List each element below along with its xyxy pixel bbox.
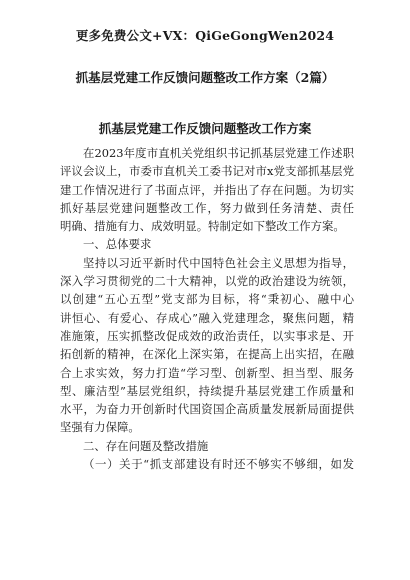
paragraph-line: 拓创新的精神，在深化上深实第，在提高上出实招，在融 [60, 347, 354, 362]
watermark-text: 更多免费公文+VX：QiGeGongWen2024 [75, 28, 335, 43]
paragraph-line: 合上求实效，努力打造“学习型、创新型、担当型、服务 [60, 365, 354, 380]
section-heading: 二、存在问题及整改措施 [83, 438, 209, 453]
paragraph-line: 抓好基层党建问题整改工作，努力做到任务清楚、责任 [60, 200, 354, 215]
paragraph-line: 坚持以习近平新时代中国特色社会主义思想为指导， [83, 255, 354, 270]
paragraph-line: （一）关于“抓支部建设有时还不够实不够细，如发 [83, 457, 354, 472]
paragraph-line: 建工作情况进行了书面点评，并指出了存在问题。为切实 [60, 182, 354, 197]
paragraph-line: 明确、措施有力、成效明显。特制定如下整改工作方案。 [60, 219, 345, 234]
paragraph-line: 水平，为奋力开创新时代国资国企高质量发展新局面提供 [60, 402, 354, 417]
paragraph-line: 在2023年度市直机关党组织书记抓基层党建工作述职 [83, 146, 354, 160]
paragraph-line: 型、廉洁型”基层党组织，持续提升基层党建工作质量和 [60, 383, 354, 398]
paragraph-line: 准施策，压实抓整改促成效的政治责任，以实事求是、开 [60, 328, 354, 343]
paragraph-line: 以创建“五心五型”党支部为目标，将“秉初心、融中心 [60, 292, 354, 307]
section-heading: 一、总体要求 [83, 237, 152, 252]
paragraph-line: 坚强有力保障。 [60, 420, 140, 435]
document-title: 抓基层党建工作反馈问题整改工作方案（2篇） [75, 70, 335, 85]
section-title: 抓基层党建工作反馈问题整改工作方案 [98, 121, 312, 136]
paragraph-line: 评议会议上，市委市直机关工委书记对市x党支部抓基层党 [60, 164, 354, 179]
paragraph-line: 深入学习贯彻党的二十大精神，以党的政治建设为统领， [60, 274, 354, 289]
paragraph-line: 讲恒心、有爱心、存成心”融入党建理念，聚焦问题，精 [60, 310, 354, 325]
document-body [60, 144, 354, 473]
